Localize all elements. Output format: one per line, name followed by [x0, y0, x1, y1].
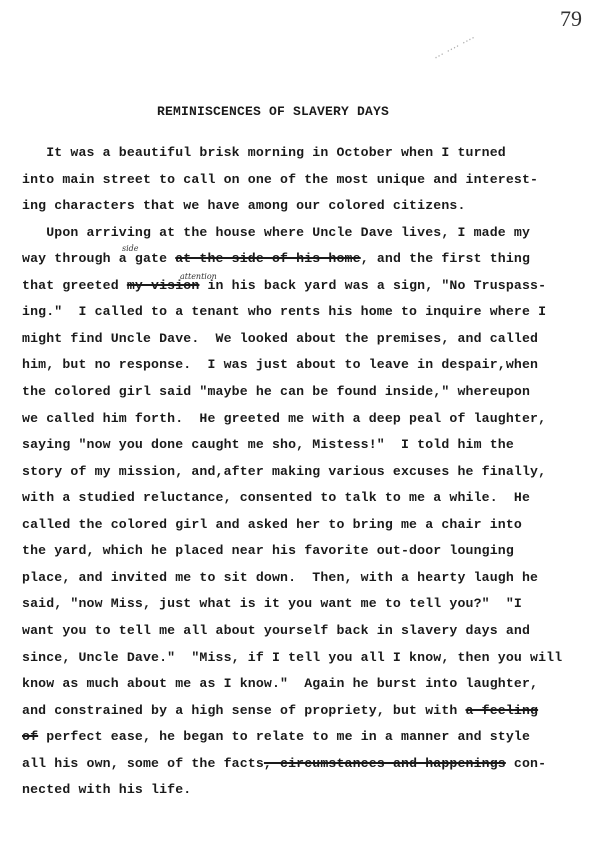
text-line: all his own, some of the facts, circumstances and happenings con- — [22, 755, 547, 771]
page-number: 79 — [560, 6, 582, 31]
struck-text: , circumstances and happenings — [263, 755, 506, 771]
text-line: ing." I called to a tenant who rents his home to inquire where I — [22, 304, 547, 320]
text-line: ing characters that we have among our colored citizens. — [22, 198, 466, 214]
text-line: that greeted my vision in his back yard was a sign, "No Truspass- — [22, 277, 547, 293]
text-line: said, "now Miss, just what is it you want me to tell you?" "I — [22, 596, 522, 612]
text-line: way through a gate at the side of his home, and the first thing — [22, 251, 531, 267]
struck-text: my vision — [126, 277, 200, 293]
text-line: know as much about me as I know." Again he burst into laughter, — [22, 676, 539, 691]
text-line: nected with his life. — [22, 782, 192, 798]
text-line: the yard, which he placed near his favorite out-door lounging — [22, 543, 514, 559]
text-line: might find Uncle Dave. We looked about the premises, and called — [22, 330, 539, 346]
text-line: want you to tell me all about yourself back in slavery days and — [22, 622, 531, 638]
text-line: saying "now you done caught me sho, Mistess!" I told him the — [22, 437, 514, 453]
text-line: of perfect ease, he began to relate to me in a manner and style — [22, 729, 531, 745]
text-line: story of my mission, and,after making various excuses he finally, — [22, 463, 547, 479]
text-line: the colored girl said "maybe he can be found inside," whereupon — [22, 384, 531, 399]
struck-text: a feeling — [465, 702, 539, 718]
text-line: and constrained by a high sense of propriety, but with a feeling — [22, 702, 539, 718]
text-line: It was a beautiful brisk morning in October when I turned — [22, 145, 506, 160]
text-line: with a studied reluctance, consented to talk to me a while. He — [22, 490, 531, 506]
struck-text: of — [22, 729, 39, 745]
text-line: called the colored girl and asked her to bring me a chair into — [22, 516, 522, 532]
pencil-annotation: ... .... .... — [430, 28, 477, 62]
handwritten-insertion: attention — [180, 272, 217, 281]
text-line: him, but no response. I was just about to leave in despair,when — [22, 357, 539, 373]
text-line: into main street to call on one of the most unique and interest- — [22, 171, 539, 187]
struck-text: at the side of his home — [175, 251, 361, 267]
text-line: since, Uncle Dave." "Miss, if I tell you all I know, then you will — [22, 649, 563, 665]
text-line: place, and invited me to sit down. Then, with a hearty laugh he — [22, 569, 539, 585]
handwritten-insertion: side — [122, 244, 139, 253]
document-title: REMINISCENCES OF SLAVERY DAYS — [157, 104, 390, 119]
text-line: Upon arriving at the house where Uncle Dave lives, I made my — [22, 224, 531, 240]
text-line: we called him forth. He greeted me with a deep peal of laughter, — [22, 410, 547, 426]
